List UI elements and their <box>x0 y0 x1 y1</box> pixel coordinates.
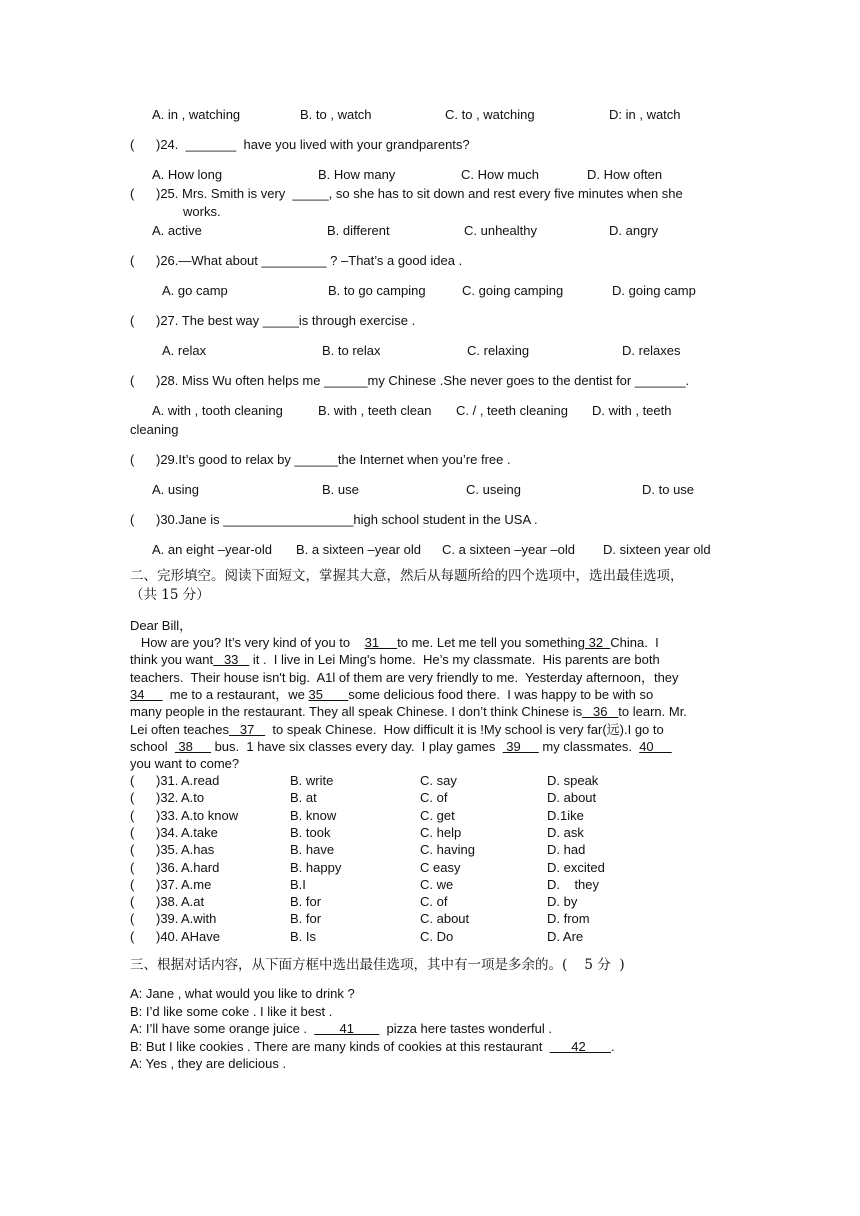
answer-blank: 35 <box>308 686 349 702</box>
line-text: think you want <box>130 652 214 668</box>
cloze-option-a: A.with <box>181 911 217 927</box>
q26-option-b: B. to go camping <box>328 283 426 298</box>
cloze-option-c: C easy <box>420 859 461 875</box>
q29-option-a: A. using <box>152 482 199 497</box>
q27-option-b: B. to relax <box>322 343 381 358</box>
line-text: . <box>611 1038 615 1054</box>
q28-options-cont: cleaning <box>130 422 179 437</box>
line-text: to learn. Mr. <box>618 704 687 720</box>
q23-option-a: A. in , watching <box>152 107 241 122</box>
line-text: A: Yes , they are delicious . <box>130 1056 287 1071</box>
cloze-option-d: D. had <box>547 842 586 858</box>
cloze-item-number: ( )39. <box>130 911 179 927</box>
cloze-item-number: ( )31. <box>130 773 179 788</box>
cloze-option-c: C. we <box>420 876 454 892</box>
q25-option-b: B. different <box>327 223 390 238</box>
cloze-option-c: C. having <box>420 842 475 858</box>
q27-option-a: A. relax <box>162 343 207 358</box>
cloze-item-number: ( )37. <box>130 876 179 892</box>
cloze-item-number: ( )32. <box>130 790 179 806</box>
line-text: A: Jane , what would you like to drink ? <box>130 986 355 1001</box>
line-text: to me. Let me tell you something <box>397 635 585 650</box>
cloze-item-number: ( )33. <box>130 807 179 823</box>
cloze-option-c: C. get <box>420 807 455 823</box>
cloze-option-b: B. Is <box>290 928 317 944</box>
passage-line <box>130 686 653 703</box>
line-text: pizza here tastes wonderful . <box>379 1021 552 1036</box>
answer-blank: 39 <box>502 738 539 754</box>
passage-line <box>130 703 687 720</box>
q25-stem: ( )25. Mrs. Smith is very _____, so she has to sit down and rest every five minutes when she <box>130 186 683 201</box>
q28-option-d: D. with , teeth <box>592 403 672 418</box>
cloze-option-d: D. from <box>547 911 590 927</box>
cloze-option-a: A.has <box>181 842 215 858</box>
cloze-option-a: AHave <box>181 928 221 944</box>
cloze-option-c: C. help <box>420 824 462 840</box>
answer-blank: 32 <box>585 635 611 650</box>
q26-option-a: A. go camp <box>162 283 228 298</box>
cloze-option-c: C. about <box>420 911 470 927</box>
cloze-option-b: B. have <box>290 842 335 858</box>
q29-option-d: D. to use <box>642 482 695 497</box>
cloze-option-a: A.hard <box>181 859 220 875</box>
q28-stem: ( )28. Miss Wu often helps me ______my Chinese .She never goes to the dentist for _______. <box>130 373 690 388</box>
q24-option-d: D. How often <box>587 167 663 182</box>
cloze-option-a: A.take <box>181 824 218 840</box>
section3-heading: 三、根据对话内容，从下面方框中选出最佳选项，其中有一项是多余的。( 5 分 ) <box>130 957 625 973</box>
line-text: bus. 1 have six classes every day. I play games <box>210 738 503 754</box>
q27-option-c: C. relaxing <box>467 343 530 358</box>
q27-stem: ( )27. The best way _____is through exercise . <box>130 313 416 328</box>
cloze-option-d: D. about <box>547 790 597 806</box>
passage-line <box>130 669 679 686</box>
cloze-option-d: D. excited <box>547 859 605 875</box>
cloze-option-a: A.to <box>181 790 205 806</box>
answer-blank: 42 <box>549 1038 611 1054</box>
line-text: you want to come? <box>130 756 240 772</box>
cloze-item-number: ( )38. <box>130 894 179 910</box>
cloze-option-b: B. took <box>290 824 331 840</box>
q23-option-d: D: in , watch <box>609 107 681 122</box>
line-text: to speak Chinese. How difficult it is !My school is very far(远).I go to <box>265 721 664 737</box>
cloze-option-b: B. know <box>290 807 337 823</box>
q25-stem-cont: works. <box>183 204 221 219</box>
cloze-option-d: D. speak <box>547 773 599 788</box>
answer-blank: 31 <box>364 635 398 650</box>
line-text: some delicious food there. I was happy to be with so <box>348 686 654 702</box>
q28-option-a: A. with , tooth cleaning <box>152 403 283 418</box>
cloze-option-b: B. for <box>290 894 322 910</box>
line-text: B: But I like cookies . There are many kinds of cookies at this restaurant <box>130 1038 550 1054</box>
line-text: school <box>130 738 175 754</box>
dialogue-line <box>130 985 355 1002</box>
cloze-item-number: ( )36. <box>130 859 179 875</box>
dialogue-line <box>130 1020 552 1037</box>
cloze-item-number: ( )40. <box>130 928 179 944</box>
line-text: How are you? It’s very kind of you to <box>130 635 365 650</box>
answer-blank: 33 <box>213 652 250 668</box>
passage-line <box>130 634 659 651</box>
line-text: my classmates. <box>538 738 640 754</box>
q30-option-c: C. a sixteen –year –old <box>442 542 575 557</box>
q25-option-d: D. angry <box>609 223 659 238</box>
q24-option-a: A. How long <box>152 167 223 182</box>
cloze-option-d: D. ask <box>547 824 584 840</box>
q24-stem: ( )24. _______ have you lived with your grandparents? <box>130 137 470 152</box>
q30-option-d: D. sixteen year old <box>603 542 711 557</box>
q26-option-d: D. going camp <box>612 283 696 298</box>
q25-option-c: C. unhealthy <box>464 223 537 238</box>
line-text: me to a restaurant，we <box>162 686 309 702</box>
line-text: A: I’ll have some orange juice . <box>130 1021 315 1036</box>
cloze-option-a: A.at <box>181 894 205 910</box>
line-text: teachers. Their house isn't big. A1l of them are very friendly to me. Yesterday afternoon，they <box>130 669 679 685</box>
q28-option-b: B. with , teeth clean <box>318 403 432 418</box>
q30-option-a: A. an eight –year-old <box>152 542 272 557</box>
q29-option-c: C. useing <box>466 482 521 497</box>
cloze-option-c: C. of <box>420 790 448 806</box>
cloze-option-d: D. they <box>547 876 600 892</box>
q28-option-c: C. / , teeth cleaning <box>456 403 569 418</box>
cloze-option-c: C. Do <box>420 928 454 944</box>
cloze-option-b: B. happy <box>290 859 342 875</box>
cloze-option-c: C. of <box>420 894 448 910</box>
letter-greeting: Dear Bill， <box>130 618 193 633</box>
cloze-option-d: D. by <box>547 894 578 910</box>
passage-line <box>130 738 672 755</box>
line-text: B: I’d like some coke . I like it best . <box>130 1003 333 1019</box>
q24-option-c: C. How much <box>461 167 540 182</box>
section2-heading: 二、完形填空。阅读下面短文，掌握其大意，然后从每题所给的四个选项中，选出最佳选项， <box>130 568 684 584</box>
cloze-option-a: A.read <box>181 773 220 788</box>
passage-line <box>130 755 239 772</box>
q26-stem: ( )26.—What about _________ ? –That’s a good idea . <box>130 253 463 268</box>
q23-option-c: C. to , watching <box>445 107 535 122</box>
answer-blank: 40 <box>639 738 672 754</box>
cloze-item-number: ( )35. <box>130 842 179 858</box>
dialogue-line <box>130 1003 332 1020</box>
answer-blank: 34 <box>130 686 163 702</box>
cloze-option-b: B. write <box>290 773 334 788</box>
answer-blank: 37 <box>229 721 266 737</box>
q29-option-b: B. use <box>322 482 359 497</box>
q25-option-a: A. active <box>152 223 202 238</box>
answer-blank: 41 <box>314 1021 380 1036</box>
line-text: it . I live in Lei Ming's home. He’s my classmate. His parents are both <box>249 652 660 668</box>
section2-heading-cont: （共 15 分） <box>130 587 210 603</box>
cloze-option-a: A.to know <box>181 807 239 823</box>
dialogue-line <box>130 1038 615 1055</box>
answer-blank: 38 <box>174 738 211 754</box>
passage-line <box>130 721 664 738</box>
line-text: China. I <box>610 635 659 650</box>
line-text: many people in the restaurant. They all speak Chinese. I don’t think Chinese is <box>130 704 583 720</box>
cloze-option-d: D.1ike <box>547 807 584 823</box>
q24-option-b: B. How many <box>318 167 396 182</box>
cloze-option-d: D. Are <box>547 928 584 944</box>
cloze-option-c: C. say <box>420 773 457 788</box>
answer-blank: 36 <box>582 704 619 720</box>
passage-line <box>130 651 660 668</box>
cloze-option-a: A.me <box>181 876 212 892</box>
q23-option-b: B. to , watch <box>300 107 372 122</box>
q30-option-b: B. a sixteen –year old <box>296 542 422 557</box>
dialogue-line <box>130 1055 286 1072</box>
cloze-option-b: B. at <box>290 790 317 806</box>
cloze-option-b: B. for <box>290 911 322 927</box>
q27-option-d: D. relaxes <box>622 343 681 358</box>
q29-stem: ( )29.It’s good to relax by ______the Internet when you’re free . <box>130 452 511 467</box>
cloze-item-number: ( )34. <box>130 824 179 840</box>
cloze-option-b: B.I <box>290 876 306 892</box>
q30-stem: ( )30.Jane is __________________high school student in the USA . <box>130 512 538 527</box>
line-text: Lei often teaches <box>130 721 230 737</box>
q26-option-c: C. going camping <box>462 283 564 298</box>
